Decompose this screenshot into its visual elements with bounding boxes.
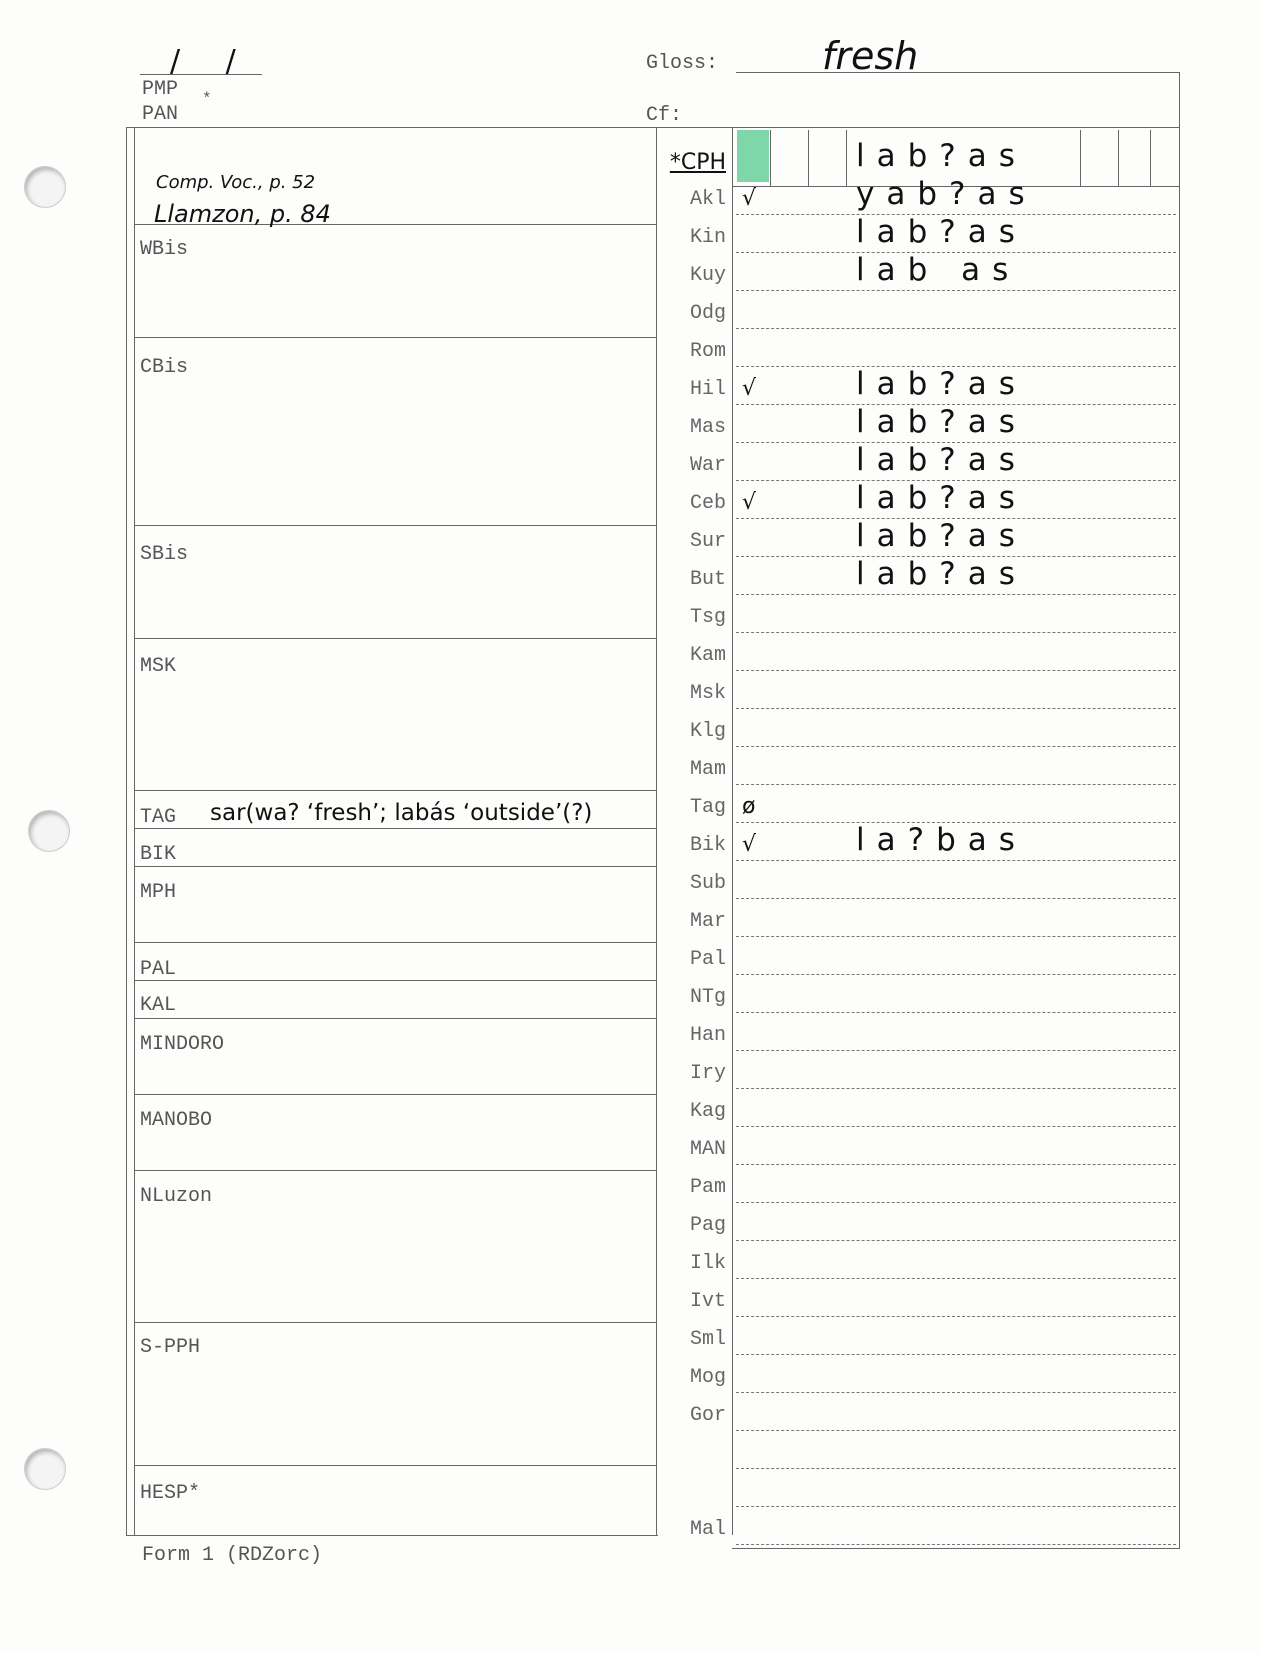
asterisk: * <box>202 90 212 108</box>
form-rule-line <box>736 1316 1176 1317</box>
language-form: lab?as <box>856 442 1027 478</box>
language-code: Kam <box>689 644 726 667</box>
language-form: lab as <box>856 252 1021 288</box>
section-cbis: CBis <box>140 356 189 379</box>
language-code: Mar <box>689 910 726 933</box>
language-code: Sur <box>689 530 726 553</box>
language-check-mark: ø <box>742 794 756 819</box>
section-kal: KAL <box>140 994 177 1017</box>
form-rule-line <box>736 290 1176 291</box>
section-tag: TAG <box>140 806 177 829</box>
language-code: Iry <box>689 1062 726 1085</box>
form-rule-line <box>736 1126 1176 1127</box>
cf-label: Cf: <box>646 104 683 127</box>
form-rule-line <box>736 1468 1176 1469</box>
language-code: MAN <box>689 1138 726 1161</box>
form-footer: Form 1 (RDZorc) <box>142 1544 323 1567</box>
date-field: / / <box>170 44 254 79</box>
language-code: Tsg <box>689 606 726 629</box>
section-bik: BIK <box>140 843 177 866</box>
language-check-mark: √ <box>742 376 757 401</box>
form-rule-line <box>736 1278 1176 1279</box>
section-mph: MPH <box>140 881 177 904</box>
language-code: Mas <box>689 416 726 439</box>
language-code: Pag <box>689 1214 726 1237</box>
language-code: Kag <box>689 1100 726 1123</box>
pmp-label: PMP <box>142 78 179 101</box>
form-rule-line <box>736 1240 1176 1241</box>
form-rule-line <box>736 746 1176 747</box>
section-nluzon: NLuzon <box>140 1185 213 1208</box>
form-rule-line <box>736 670 1176 671</box>
gloss-label: Gloss: <box>646 52 719 75</box>
form-rule-line <box>736 1164 1176 1165</box>
language-form: lab?as <box>856 214 1027 250</box>
language-code: Pam <box>689 1176 726 1199</box>
form-rule-line <box>736 1506 1176 1507</box>
language-code: Han <box>689 1024 726 1047</box>
form-rule-line <box>736 632 1176 633</box>
section-wbis: WBis <box>140 238 189 261</box>
language-code: Ivt <box>689 1290 726 1313</box>
language-form: lab?as <box>856 404 1027 440</box>
language-form: la?bas <box>856 822 1027 858</box>
language-code: Bik <box>689 834 726 857</box>
language-check-mark: √ <box>742 186 757 211</box>
language-form: lab?as <box>856 518 1027 554</box>
binder-hole-bottom <box>24 1448 66 1490</box>
form-rule-line <box>736 328 1176 329</box>
language-code: Akl <box>689 188 726 211</box>
section-spph: S-PPH <box>140 1336 201 1359</box>
reference-llamzon: Llamzon, p. 84 <box>154 200 331 228</box>
language-form: lab?as <box>856 480 1027 516</box>
language-form: lab?as <box>856 556 1027 592</box>
form-rule-line <box>736 594 1176 595</box>
form-rule-line <box>736 898 1176 899</box>
language-code: Ilk <box>689 1252 726 1275</box>
cph-highlight-cell <box>737 130 769 182</box>
section-mindoro: MINDORO <box>140 1033 225 1056</box>
form-rule-line <box>736 1354 1176 1355</box>
language-code: Ceb <box>689 492 726 515</box>
language-code: NTg <box>689 986 726 1009</box>
language-code: Rom <box>689 340 726 363</box>
language-check-mark: √ <box>742 490 757 515</box>
language-code: Odg <box>689 302 726 325</box>
language-code: But <box>689 568 726 591</box>
section-manobo: MANOBO <box>140 1109 213 1132</box>
section-msk: MSK <box>140 655 177 678</box>
form-rule-line <box>736 1202 1176 1203</box>
language-code: Kin <box>689 226 726 249</box>
pan-label: PAN <box>142 103 179 126</box>
language-code: Mog <box>689 1366 726 1389</box>
section-sbis: SBis <box>140 543 189 566</box>
form-rule-line <box>736 860 1176 861</box>
form-rule-line <box>736 784 1176 785</box>
binder-hole-middle <box>28 810 70 852</box>
language-code: Mal <box>689 1518 726 1541</box>
form-rule-line <box>736 1392 1176 1393</box>
language-code: Gor <box>689 1404 726 1427</box>
form-rule-line <box>736 708 1176 709</box>
language-code: Msk <box>689 682 726 705</box>
language-check-mark: √ <box>742 832 757 857</box>
form-rule-line <box>736 1088 1176 1089</box>
form-rule-line <box>736 974 1176 975</box>
section-hesp: HESP* <box>140 1482 201 1505</box>
form-rule-line <box>736 1050 1176 1051</box>
language-form: yab?as <box>856 176 1037 212</box>
section-pal: PAL <box>140 958 177 981</box>
language-code: War <box>689 454 726 477</box>
language-code: *CPH <box>669 150 726 175</box>
language-code: Hil <box>689 378 726 401</box>
reference-comp-voc: Comp. Voc., p. 52 <box>156 172 316 193</box>
language-code: Tag <box>689 796 726 819</box>
language-code: Kuy <box>689 264 726 287</box>
language-code: Pal <box>689 948 726 971</box>
language-code: Klg <box>689 720 726 743</box>
binder-hole-top <box>24 166 66 208</box>
form-rule-line <box>736 1544 1176 1545</box>
language-code: Sub <box>689 872 726 895</box>
language-form: lab?as <box>856 138 1027 174</box>
form-rule-line <box>736 1430 1176 1431</box>
form-rule-line <box>736 936 1176 937</box>
form-rule-line <box>736 1012 1176 1013</box>
language-code: Sml <box>689 1328 726 1351</box>
language-code: Mam <box>689 758 726 781</box>
tag-note: sar(wa? ‘fresh’; labás ‘outside’(?) <box>210 800 593 826</box>
language-form: lab?as <box>856 366 1027 402</box>
gloss-value: fresh <box>822 34 919 78</box>
